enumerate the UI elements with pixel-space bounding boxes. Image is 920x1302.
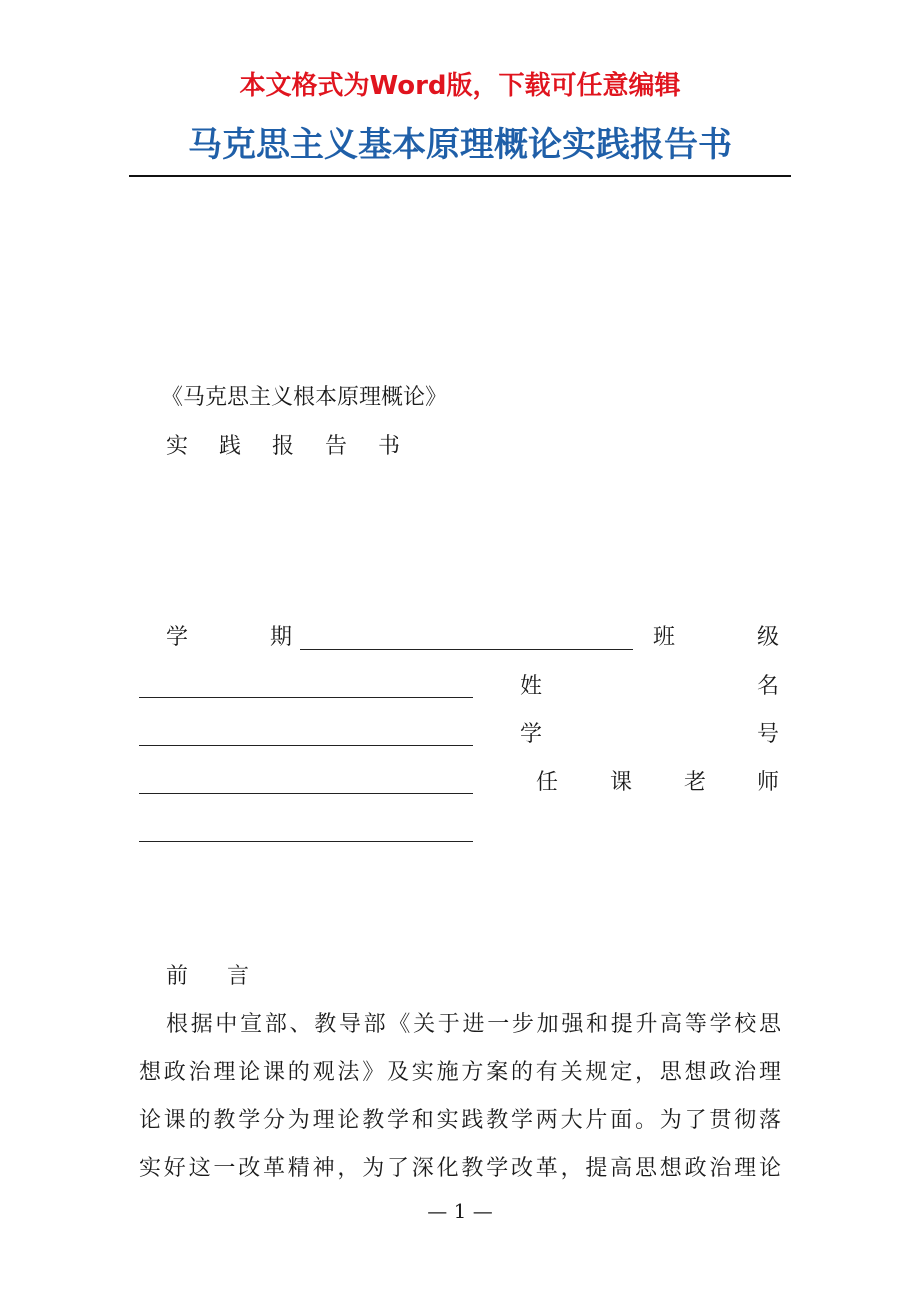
student-id-label-char-1: 学 xyxy=(520,722,543,747)
student-id-label-char-2: 号 xyxy=(757,722,780,747)
name-label-char-2: 名 xyxy=(757,674,780,699)
download-notice: 本文格式为Word版，下载可任意编辑 xyxy=(239,71,681,101)
teacher-label-char-2: 课 xyxy=(610,770,633,795)
semester-blank[interactable] xyxy=(300,649,633,650)
class-label-char-1: 班 xyxy=(653,625,676,650)
name-blank[interactable] xyxy=(139,745,473,746)
semester-label-char-1: 学 xyxy=(166,625,189,650)
preface-heading-char-1: 前 xyxy=(166,964,189,989)
name-label-char-1: 姓 xyxy=(520,674,543,699)
teacher-label-char-1: 任 xyxy=(536,770,559,795)
teacher-blank[interactable] xyxy=(139,841,473,842)
preface-paragraph xyxy=(139,1001,781,1193)
class-blank[interactable] xyxy=(139,697,473,698)
teacher-label-char-3: 老 xyxy=(684,770,707,795)
preface-heading-char-2: 言 xyxy=(227,964,250,989)
class-label-char-2: 级 xyxy=(757,625,780,650)
course-title: 《马克思主义根本原理概论》 xyxy=(161,385,448,410)
preface-line: 想政治理论课的观法》及实施方案的有关规定，思想政治理 xyxy=(139,1060,781,1085)
teacher-label-char-4: 师 xyxy=(757,770,780,795)
document-title: 马克思主义基本原理概论实践报告书 xyxy=(188,125,732,165)
header-divider xyxy=(129,175,791,177)
semester-label-char-2: 期 xyxy=(270,625,293,650)
preface-line: 根据中宣部、教导部《关于进一步加强和提升高等学校思 xyxy=(166,1012,781,1037)
preface-line: 实好这一改革精神，为了深化教学改革，提高思想政治理论 xyxy=(139,1156,781,1181)
page-number: — 1 — xyxy=(427,1199,493,1223)
preface-line: 论课的教学分为理论教学和实践教学两大片面。为了贯彻落 xyxy=(139,1108,781,1133)
report-label: 实 践 报 告 书 xyxy=(166,434,412,459)
student-id-blank[interactable] xyxy=(139,793,473,794)
